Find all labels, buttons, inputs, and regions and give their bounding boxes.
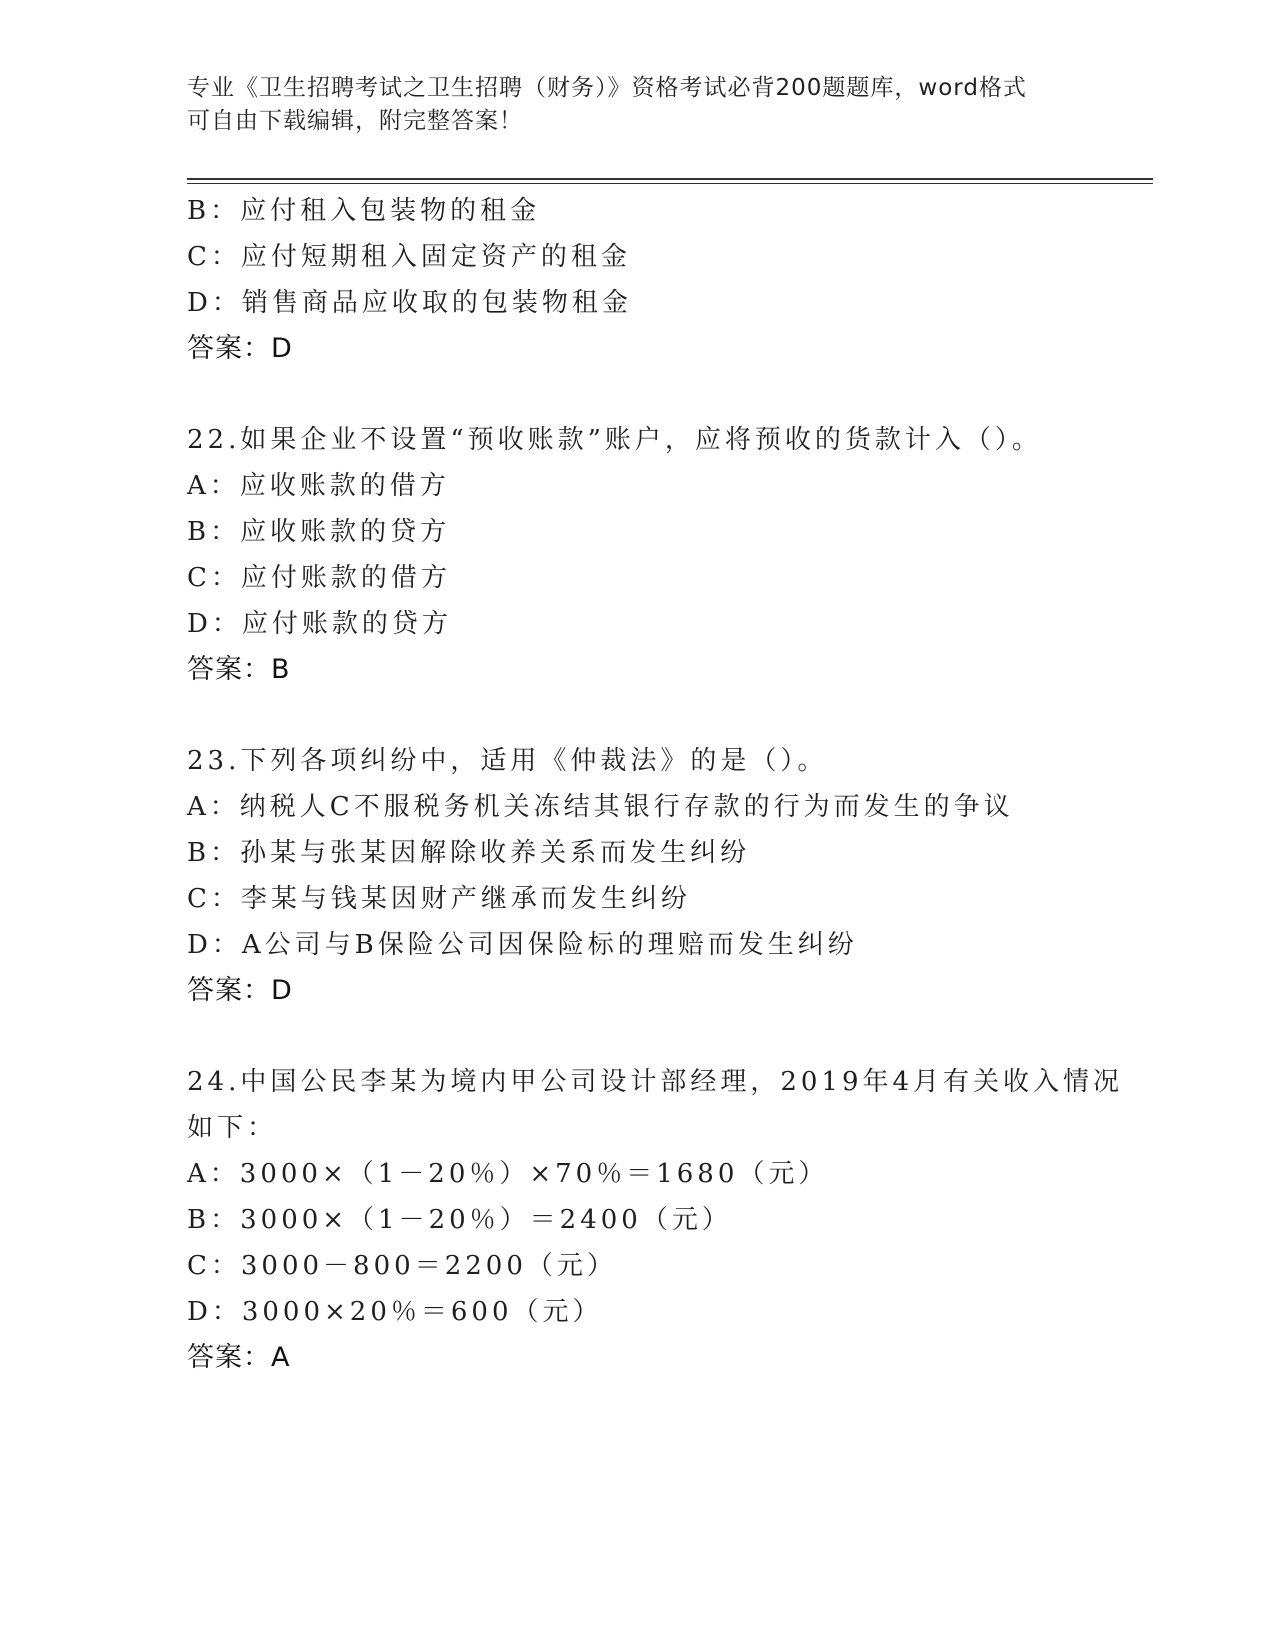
header-divider-thin (187, 183, 1153, 184)
option-d: D：应付账款的贷方 (187, 609, 452, 639)
option-b: B：孙某与张某因解除收养关系而发生纠纷 (187, 838, 751, 868)
answer-line: 答案：D (187, 333, 293, 364)
option-d: D：销售商品应收取的包装物租金 (187, 288, 632, 318)
option-d: D：A公司与B保险公司因保险标的理赔而发生纠纷 (187, 930, 858, 960)
option-d: D：3000×20％＝600（元） (187, 1297, 603, 1327)
header-title-line-2: 可自由下载编辑，附完整答案！ (187, 108, 523, 134)
spacer (187, 372, 1147, 417)
option-a: A：3000×（1－20％）×70％＝1680（元） (187, 1159, 829, 1189)
question-22 (187, 417, 1147, 693)
spacer (187, 1014, 1147, 1059)
answer-line: 答案：B (187, 654, 291, 685)
option-c: C：应付账款的借方 (187, 563, 451, 593)
option-a: A：应收账款的借方 (187, 471, 450, 501)
option-b: B：3000×（1－20％）＝2400（元） (187, 1205, 732, 1235)
question-content (187, 188, 1147, 1381)
option-a: A：纳税人C不服税务机关冻结其银行存款的行为而发生的争议 (187, 792, 1014, 822)
answer-line: 答案：A (187, 1342, 291, 1373)
spacer (187, 693, 1147, 738)
option-b: B：应收账款的贷方 (187, 517, 451, 547)
option-c: C：应付短期租入固定资产的租金 (187, 242, 631, 272)
question-stem-continuation: 如下： (187, 1113, 278, 1143)
answer-line: 答案：D (187, 975, 293, 1006)
question-21-continued (187, 188, 1147, 372)
option-c: C：3000－800＝2200（元） (187, 1251, 617, 1281)
question-stem: 24.中国公民李某为境内甲公司设计部经理，2019年4月有关收入情况 (187, 1067, 1124, 1097)
question-stem: 22.如果企业不设置“预收账款”账户，应将预收的货款计入（）。 (187, 425, 1042, 455)
question-stem: 23.下列各项纠纷中，适用《仲裁法》的是（）。 (187, 746, 828, 776)
header-title-line-1: 专业《卫生招聘考试之卫生招聘（财务）》资格考试必背200题题库，word格式 (187, 75, 1027, 101)
option-c: C：李某与钱某因财产继承而发生纠纷 (187, 884, 691, 914)
header-divider-thick (187, 178, 1153, 180)
option-b: B：应付租入包装物的租金 (187, 196, 541, 226)
document-header (187, 72, 1087, 138)
question-23 (187, 738, 1147, 1014)
question-24 (187, 1059, 1147, 1381)
